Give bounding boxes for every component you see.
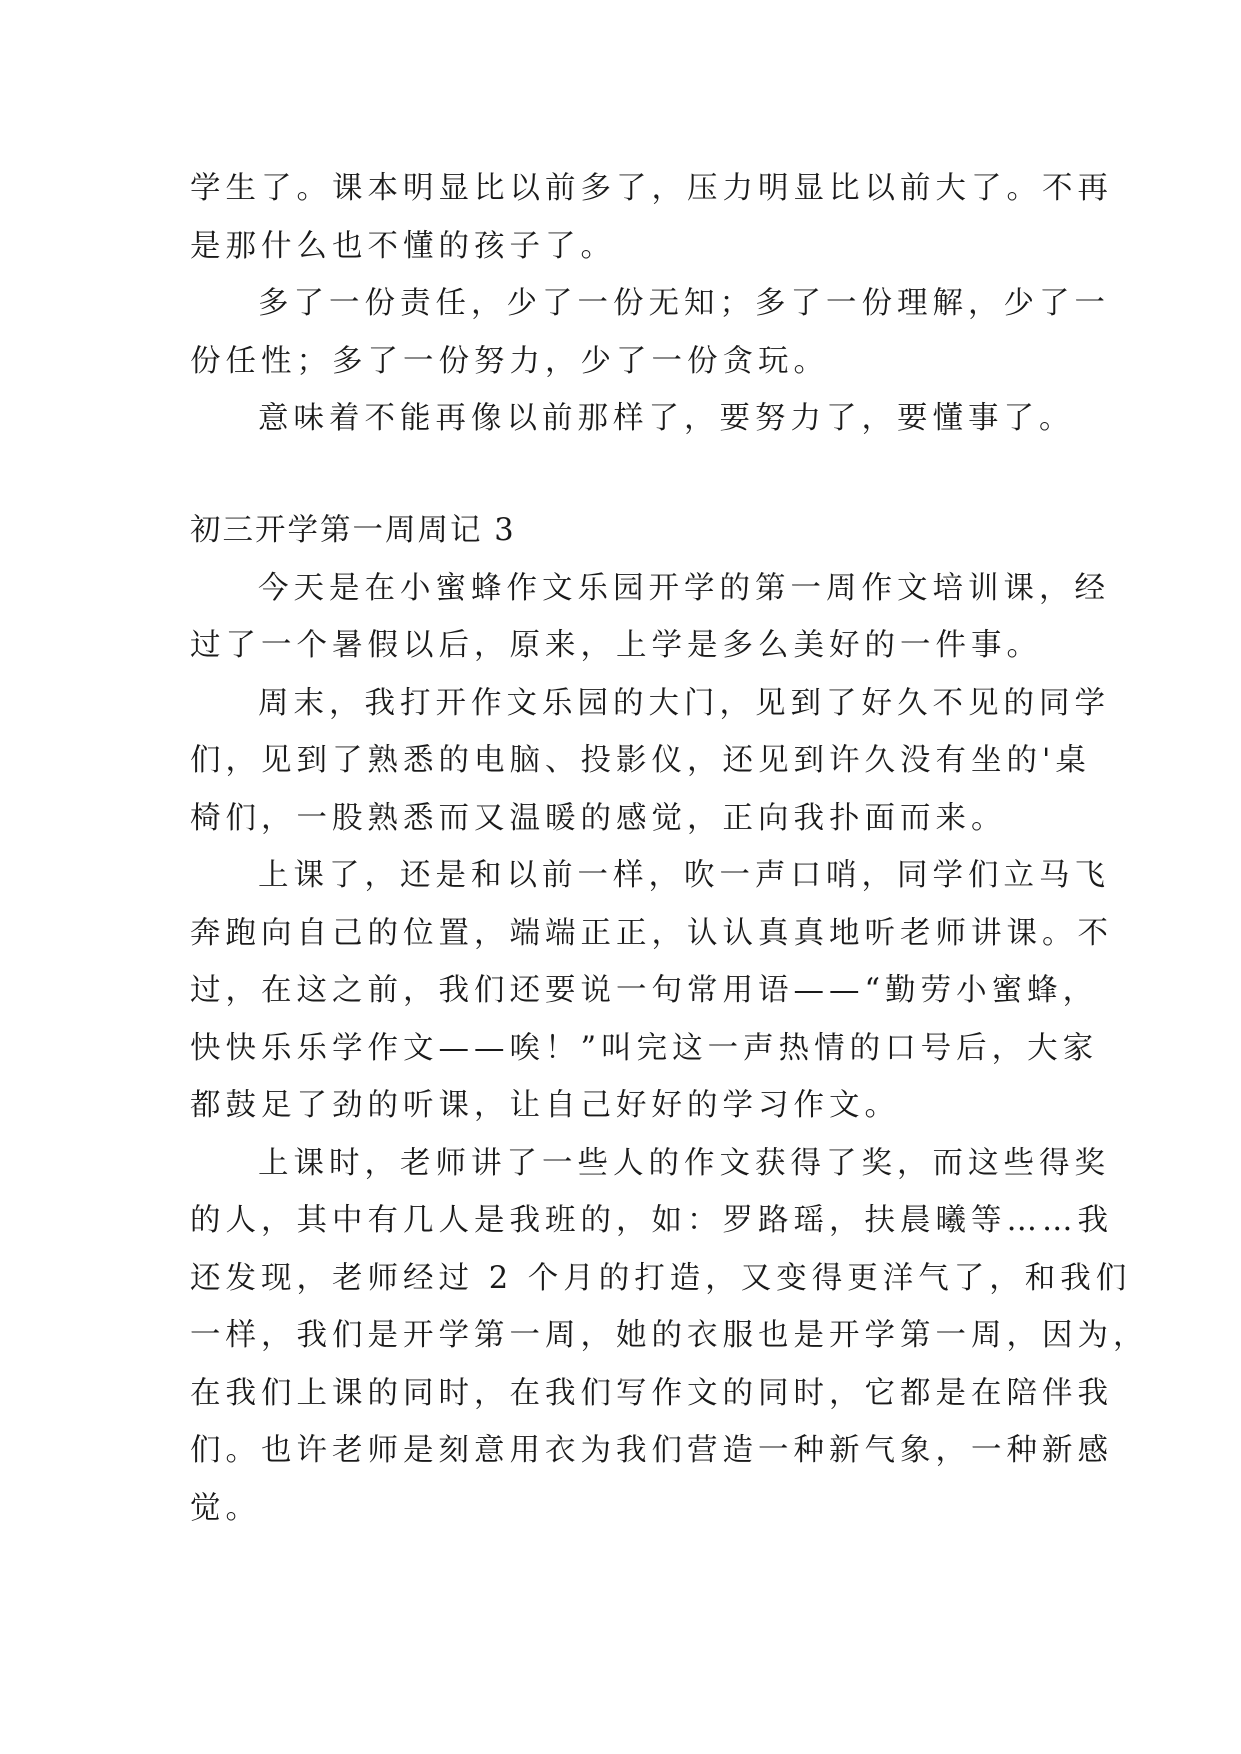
paragraph-line: 意味着不能再像以前那样了，要努力了，要懂事了。 <box>258 401 1075 436</box>
paragraph-line: 过，在这之前，我们还要说一句常用语——“勤劳小蜜蜂， <box>190 973 1099 1008</box>
paragraph-line: 椅们，一股熟悉而又温暖的感觉，正向我扑面而来。 <box>190 800 1007 836</box>
paragraph-line: 份任性；多了一份努力，少了一份贪玩。 <box>190 343 829 379</box>
paragraph-line: 快快乐乐学作文——唉！”叫完这一声热情的口号后，大家 <box>190 1030 1099 1066</box>
paragraph-line: 还发现，老师经过 2 个月的打造，又变得更洋气了，和我们 <box>190 1260 1132 1296</box>
paragraph-line: 都鼓足了劲的听课，让自己好好的学习作文。 <box>190 1088 900 1123</box>
paragraph-line: 们，见到了熟悉的电脑、投影仪，还见到许久没有坐的'桌 <box>190 743 1091 778</box>
paragraph-line: 学生了。课本明显比以前多了，压力明显比以前大了。不再 <box>190 171 1113 206</box>
paragraph-line: 一样，我们是开学第一周，她的衣服也是开学第一周，因为， <box>190 1318 1149 1353</box>
paragraph-line: 们。也许老师是刻意用衣为我们营造一种新气象，一种新感 <box>190 1433 1113 1468</box>
essay-section <box>190 502 1149 1537</box>
paragraph-line: 在我们上课的同时，在我们写作文的同时，它都是在陪伴我 <box>190 1375 1113 1411</box>
paragraph-line: 过了一个暑假以后，原来，上学是多么美好的一件事。 <box>190 628 1042 663</box>
paragraph-line: 觉。 <box>190 1490 261 1526</box>
paragraph-line: 上课时，老师讲了一些人的作文获得了奖，而这些得奖 <box>258 1145 1110 1181</box>
top-section <box>190 160 1113 448</box>
paragraph-line: 是那什么也不懂的孩子了。 <box>190 228 616 264</box>
paragraph-line: 的人，其中有几人是我班的，如：罗路瑶，扶晨曦等……我 <box>190 1203 1113 1238</box>
paragraph-line: 上课了，还是和以前一样，吹一声口哨，同学们立马飞 <box>258 858 1110 893</box>
paragraph-line: 今天是在小蜜蜂作文乐园开学的第一周作文培训课，经 <box>258 570 1110 606</box>
paragraph-line: 周末，我打开作文乐园的大门，见到了好久不见的同学 <box>258 685 1110 721</box>
essay-title: 初三开学第一周周记 3 <box>190 513 516 548</box>
paragraph-line: 奔跑向自己的位置，端端正正，认认真真地听老师讲课。不 <box>190 915 1113 951</box>
paragraph-line: 多了一份责任，少了一份无知；多了一份理解，少了一 <box>258 286 1110 321</box>
